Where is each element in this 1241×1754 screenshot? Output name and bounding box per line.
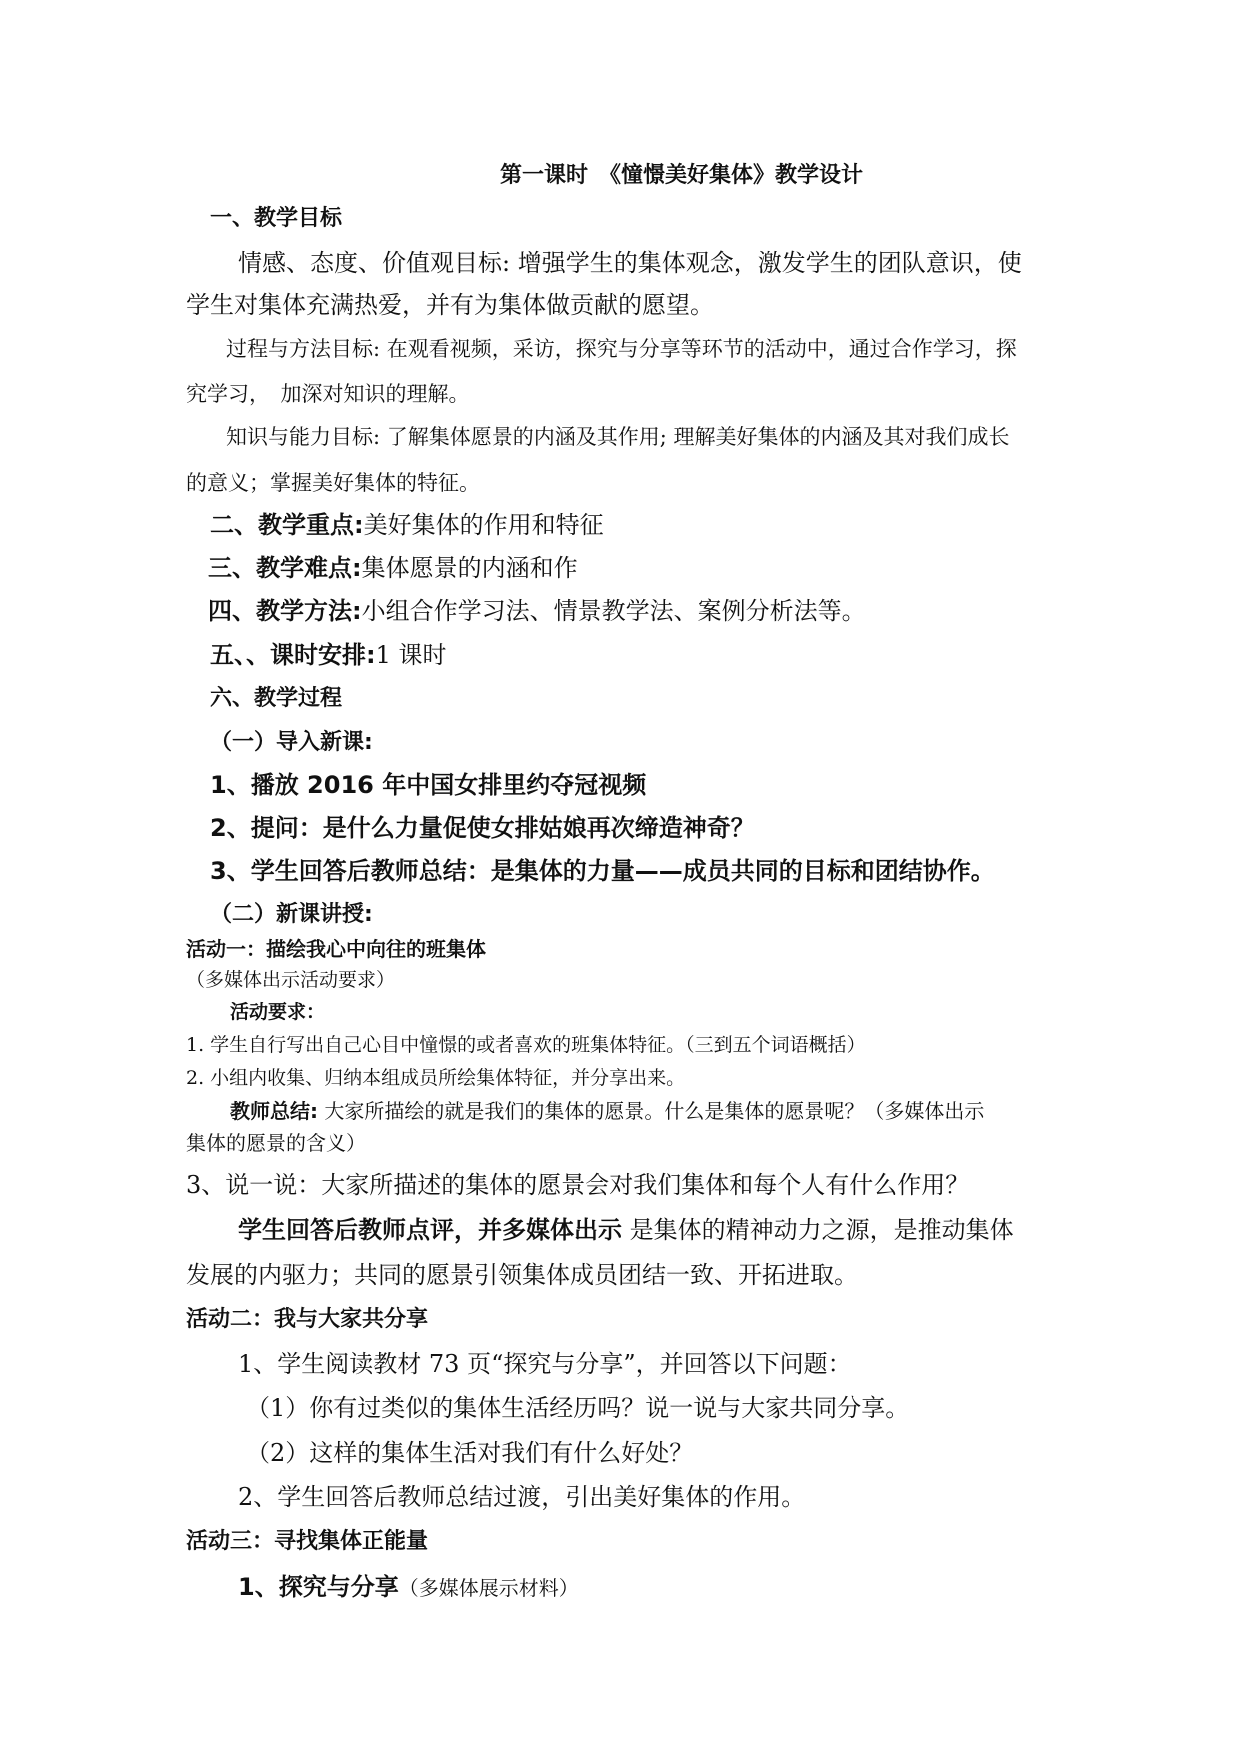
- activity-requirements-label: 活动要求：: [230, 1001, 326, 1023]
- answer-text: 是集体的精神动力之源，是推动集体: [629, 1216, 1014, 1244]
- section-difficulties: [208, 555, 578, 583]
- activity-3-item-1-note: （多媒体展示材料）: [398, 1576, 579, 1600]
- say-question: 3、说一说：大家所描述的集体的愿景会对我们集体和每个人有什么作用？: [186, 1171, 970, 1199]
- section-heading-goals: 一、教学目标: [210, 206, 343, 231]
- activity-3-item-1: [238, 1574, 579, 1602]
- methods-text: 小组合作学习法、情景教学法、案例分析法等。: [361, 597, 866, 625]
- key-points-label: 二、教学重点:: [210, 511, 364, 539]
- difficulties-label: 三、教学难点:: [208, 554, 362, 582]
- answer-line-1: [238, 1217, 1014, 1245]
- goal-knowledge-line-2: 的意义；掌握美好集体的特征。: [186, 471, 480, 495]
- part-new-lesson-heading: （二）新课讲授:: [210, 902, 373, 927]
- activity-3-title: 活动三：寻找集体正能量: [186, 1529, 429, 1554]
- activity-3-item-1-label: 1、探究与分享: [238, 1573, 399, 1601]
- schedule-text: 1 课时: [375, 641, 447, 669]
- teacher-summary-text: 大家所描绘的就是我们的集体的愿景。什么是集体的愿景呢？（多媒体出示: [324, 1099, 985, 1123]
- section-methods: [208, 598, 866, 626]
- activity-2-title: 活动二：我与大家共分享: [186, 1307, 429, 1332]
- answer-line-2: 发展的内驱力；共同的愿景引领集体成员团结一致、开拓进取。: [186, 1261, 858, 1289]
- answer-label: 学生回答后教师点评，并多媒体出示: [238, 1216, 622, 1244]
- goal-process-line-1: 过程与方法目标: 在观看视频，采访，探究与分享等环节的活动中，通过合作学习，探: [226, 337, 1017, 361]
- schedule-label: 五、、课时安排:: [210, 641, 376, 669]
- part-intro-heading: （一）导入新课:: [210, 730, 373, 755]
- section-key-points: [210, 512, 604, 540]
- methods-label: 四、教学方法:: [208, 597, 362, 625]
- activity-requirement-1: 1. 学生自行写出自己心目中憧憬的或者喜欢的班集体特征。（三到五个词语概括）: [186, 1034, 866, 1056]
- goal-emotion-line-2: 学生对集体充满热爱，并有为集体做贡献的愿望。: [186, 291, 714, 319]
- intro-item-2: 2、提问：是什么力量促使女排姑娘再次缔造神奇？: [210, 814, 755, 842]
- intro-item-3: 3、学生回答后教师总结：是集体的力量——成员共同的目标和团结协作。: [210, 857, 995, 885]
- section-heading-process: 六、教学过程: [210, 686, 343, 711]
- activity-2-question-2: （2）这样的集体生活对我们有什么好处？: [246, 1439, 694, 1467]
- goal-knowledge-line-1: 知识与能力目标: 了解集体愿景的内涵及其作用; 理解美好集体的内涵及其对我们成长: [226, 425, 1010, 449]
- activity-2-item-1: 1、学生阅读教材 73 页“探究与分享”，并回答以下问题：: [238, 1350, 852, 1378]
- activity-2-item-2: 2、学生回答后教师总结过渡，引出美好集体的作用。: [238, 1483, 806, 1511]
- activity-1-title: 活动一：描绘我心中向往的班集体: [186, 937, 486, 961]
- goal-process-line-2: 究学习， 加深对知识的理解。: [186, 382, 470, 406]
- key-points-text: 美好集体的作用和特征: [363, 511, 604, 539]
- activity-requirement-2: 2. 小组内收集、归纳本组成员所绘集体特征，并分享出来。: [186, 1067, 686, 1089]
- page-title: 第一课时 《憧憬美好集体》教学设计: [500, 163, 864, 188]
- teacher-summary: [230, 1100, 984, 1123]
- section-schedule: [210, 642, 447, 670]
- teacher-summary-label: 教师总结:: [230, 1099, 318, 1123]
- activity-2-question-1: （1）你有过类似的集体生活经历吗？说一说与大家共同分享。: [246, 1394, 910, 1422]
- goal-emotion-line-1: 情感、态度、价值观目标: 增强学生的集体观念，激发学生的团队意识，使: [238, 249, 1022, 277]
- activity-1-note: （多媒体出示活动要求）: [186, 969, 396, 991]
- teacher-summary-cont: 集体的愿景的含义）: [186, 1131, 366, 1155]
- difficulties-text: 集体愿景的内涵和作: [361, 554, 578, 582]
- intro-item-1: 1、播放 2016 年中国女排里约夺冠视频: [210, 771, 647, 799]
